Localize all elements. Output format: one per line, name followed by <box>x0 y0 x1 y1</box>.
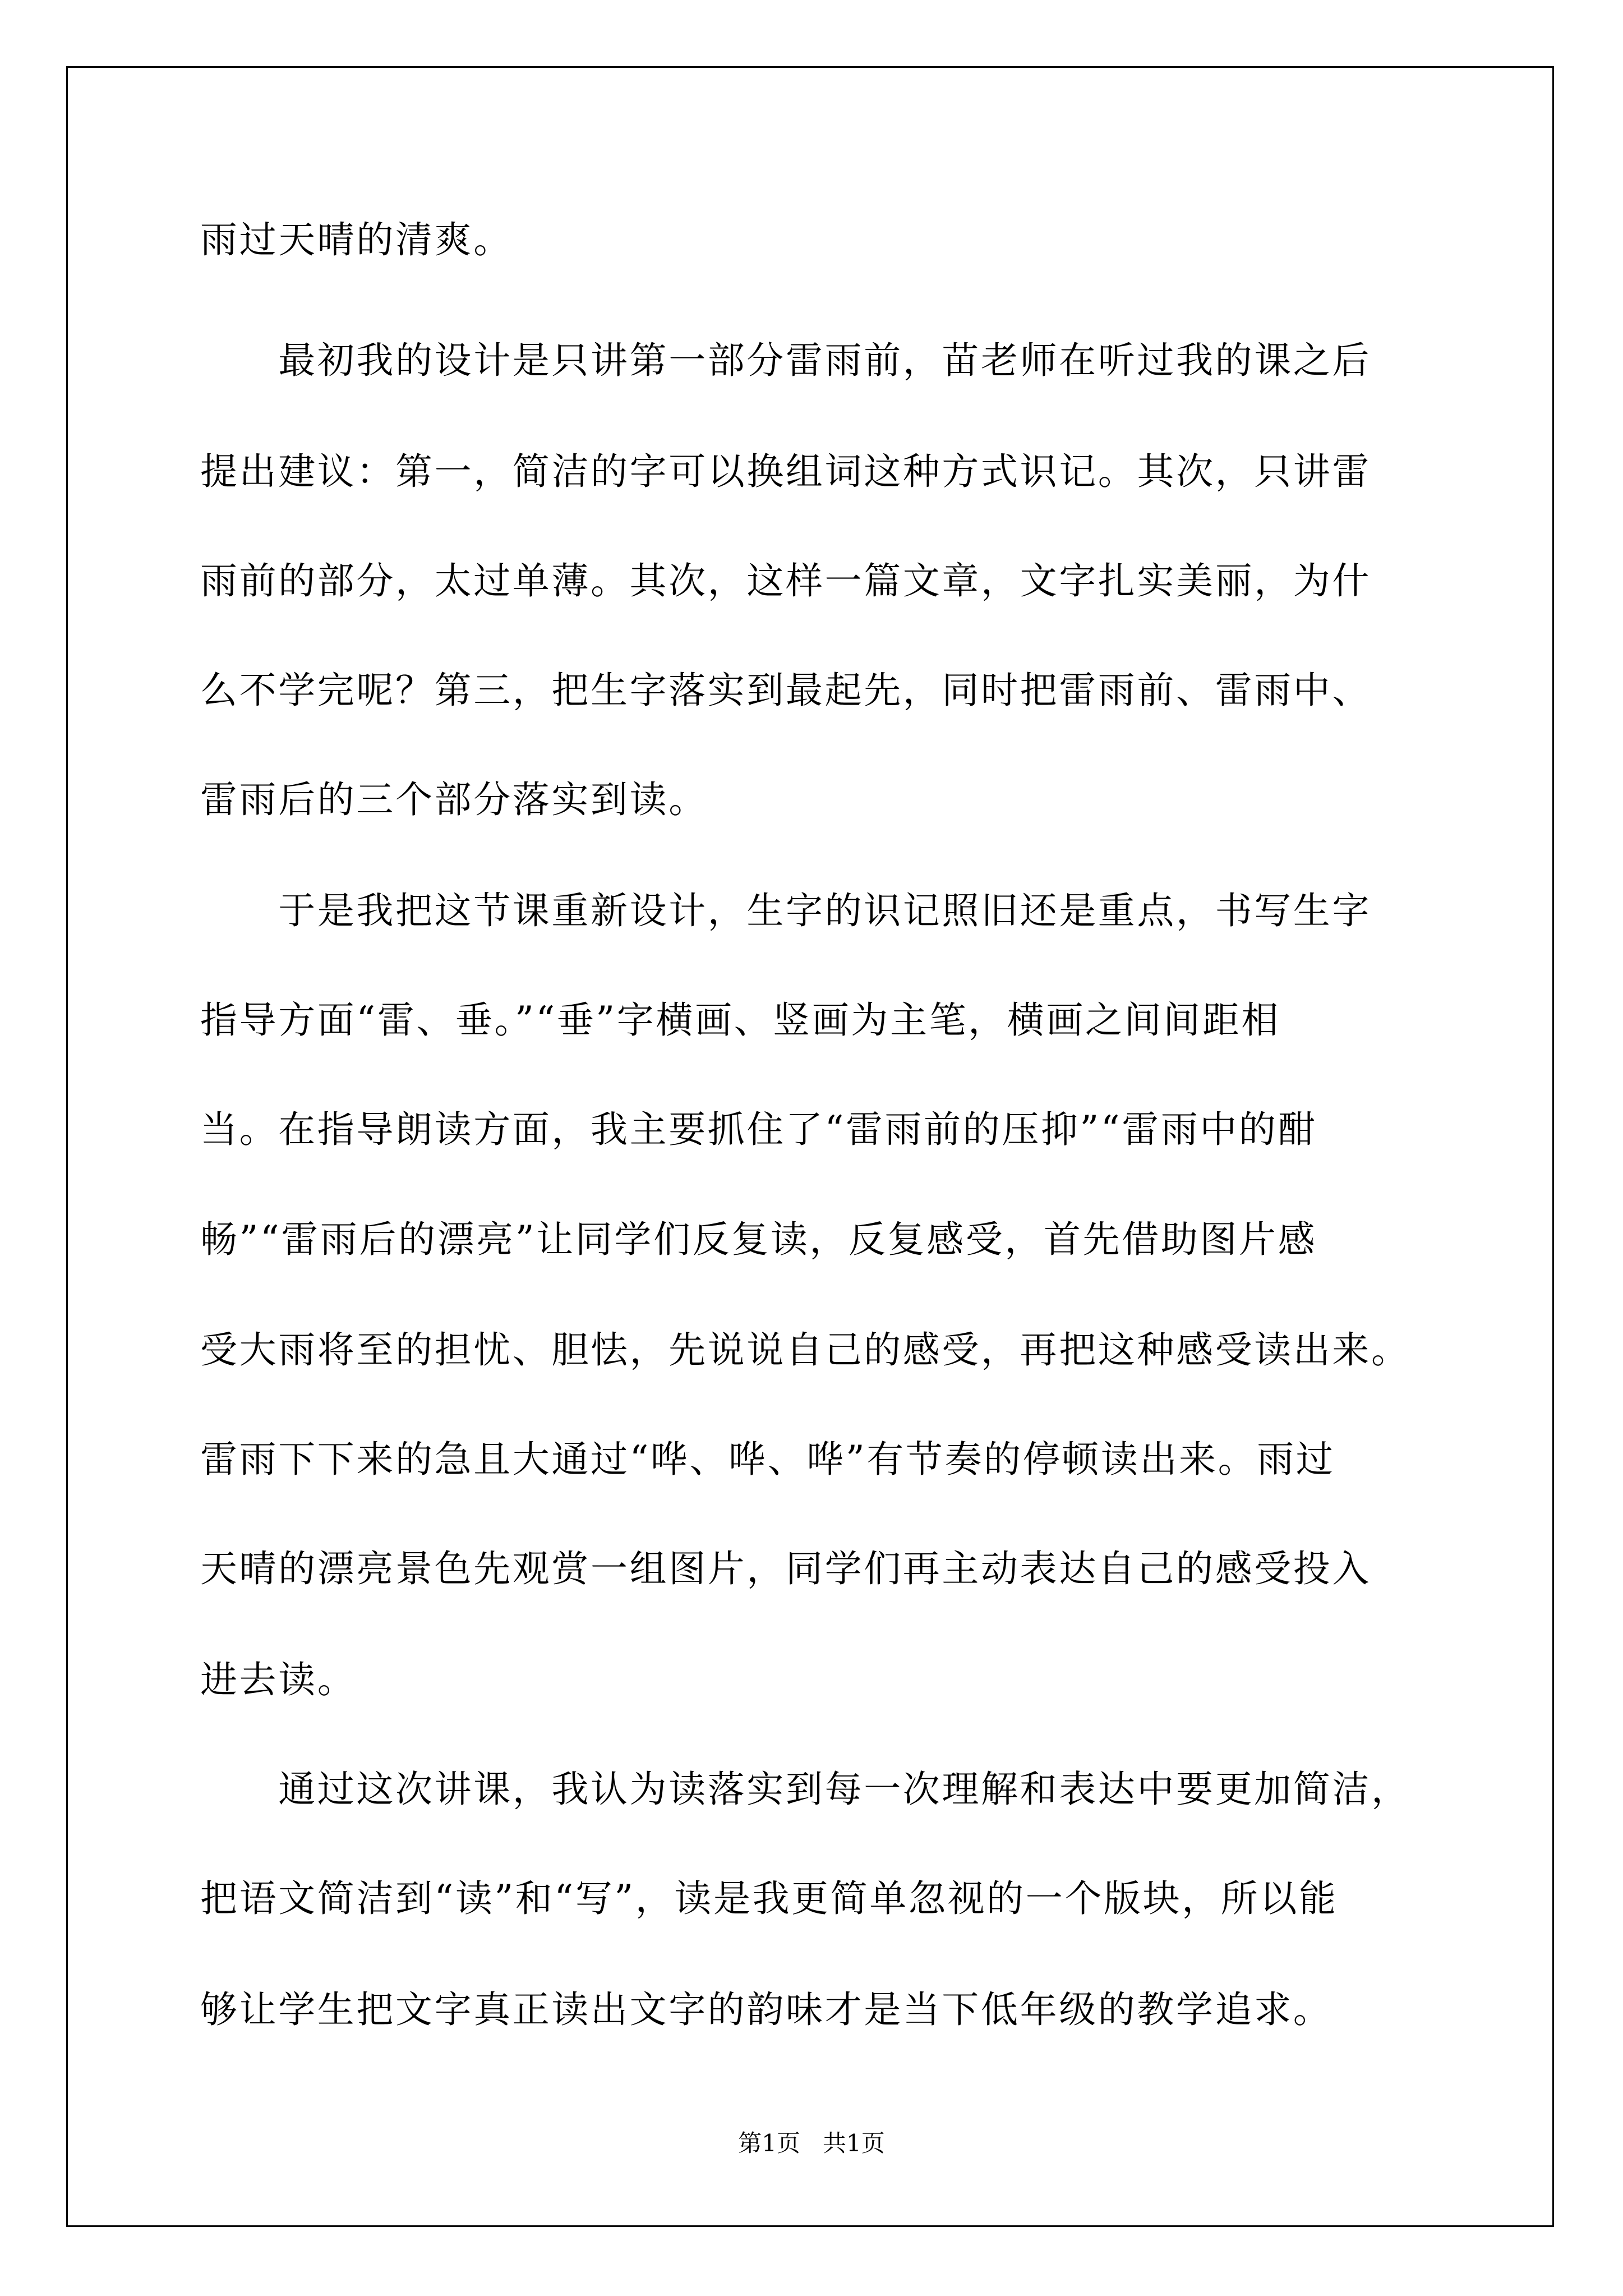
text-line: 雨前的部分，太过单薄。其次，这样一篇文章，文字扎实美丽，为什 <box>200 559 1371 602</box>
text-line: 当。在指导朗读方面，我主要抓住了“雷雨前的压抑”“雷雨中的酣 <box>200 1108 1317 1151</box>
text-line: 雨过天晴的清爽。 <box>200 218 513 261</box>
text-line: 把语文简洁到“读”和“写”，读是我更简单忽视的一个版块，所以能 <box>200 1877 1338 1920</box>
text-line: 么不学完呢？第三，把生字落实到最起先，同时把雷雨前、雷雨中、 <box>200 669 1371 712</box>
text-line: 提出建议：第一，简洁的字可以换组词这种方式识记。其次，只讲雷 <box>200 450 1371 493</box>
text-line: 进去读。 <box>200 1658 357 1701</box>
text-line: 通过这次讲课，我认为读落实到每一次理解和表达中要更加简洁， <box>200 1768 1410 1811</box>
text-line: 畅”“雷雨后的漂亮”让同学们反复读，反复感受，首先借助图片感 <box>200 1218 1317 1261</box>
text-line: 够让学生把文字真正读出文字的韵味才是当下低年级的教学追求。 <box>200 1988 1332 2031</box>
text-line: 最初我的设计是只讲第一部分雷雨前，苗老师在听过我的课之后 <box>200 339 1371 382</box>
page-number: 第1页 共1页 <box>738 2129 885 2157</box>
text-line: 指导方面“雷、垂。”“垂”字横画、竖画为主笔，横画之间间距相 <box>200 999 1280 1042</box>
text-line: 雷雨下下来的急且大通过“哗、哗、哗”有节奏的停顿读出来。雨过 <box>200 1438 1335 1481</box>
text-line: 于是我把这节课重新设计，生字的识记照旧还是重点，书写生字 <box>200 889 1371 932</box>
text-line: 受大雨将至的担忧、胆怯，先说说自己的感受，再把这种感受读出来。 <box>200 1328 1410 1372</box>
text-line: 天晴的漂亮景色先观赏一组图片，同学们再主动表达自己的感受投入 <box>200 1547 1371 1590</box>
text-line: 雷雨后的三个部分落实到读。 <box>200 778 708 821</box>
